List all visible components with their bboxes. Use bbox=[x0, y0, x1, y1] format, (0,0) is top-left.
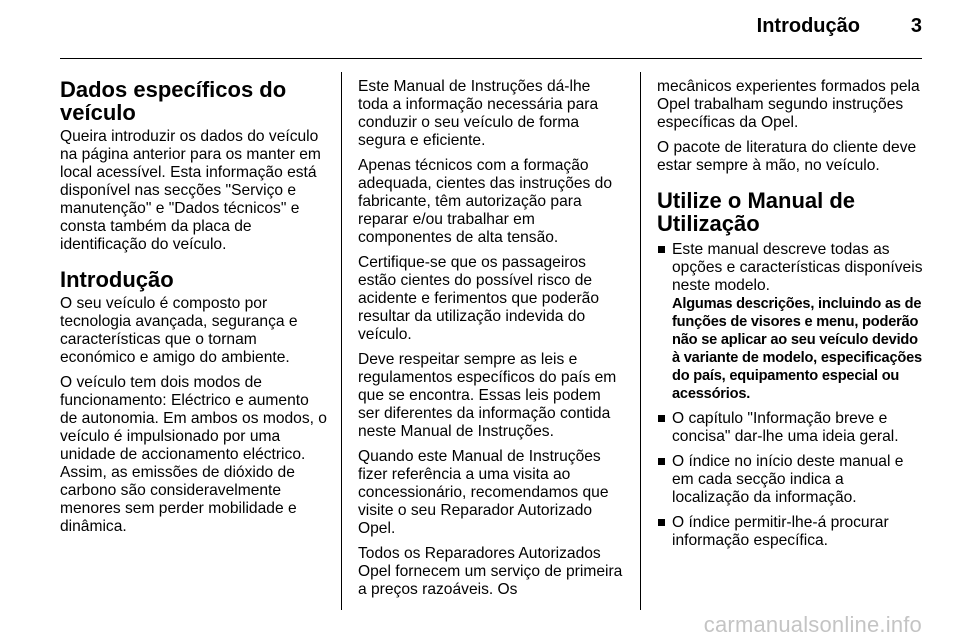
column-divider-2 bbox=[640, 72, 641, 610]
paragraph: Deve respeitar sempre as leis e regulamentos específicos do país em que se encontra. Essas leis podem ser diferentes da informação contida neste Manual de Instruções. bbox=[358, 351, 617, 440]
square-bullet-icon bbox=[658, 246, 665, 253]
section-heading-vehicle-data: Dados específicos do veículo bbox=[60, 77, 287, 125]
paragraph: Quando este Manual de Instruções fizer referência a uma visita ao concessionário, recomendamos que visite o seu Reparador Autorizado Opel. bbox=[358, 448, 609, 537]
page-header bbox=[60, 0, 922, 60]
square-bullet-icon bbox=[658, 458, 665, 465]
list-item-bold-note: Algumas descrições, incluindo as de funções de visores e menu, poderão não se aplicar ao seu veículo devido à variante de modelo, especificações do país, equipamento especial ou acessórios. bbox=[672, 296, 922, 402]
section-heading-introduction: Introdução bbox=[60, 267, 174, 292]
column-divider-1 bbox=[341, 72, 342, 610]
column-1 bbox=[60, 78, 328, 543]
paragraph: O seu veículo é composto por tecnologia avançada, segurança e características que o tornam económico e amigo do ambiente. bbox=[60, 295, 298, 366]
header-title: Introdução bbox=[756, 15, 860, 37]
paragraph: mecânicos experientes formados pela Opel trabalham segundo instruções específicas da Opel. bbox=[657, 78, 920, 131]
paragraph: Este Manual de Instruções dá-lhe toda a informação necessária para conduzir o seu veículo de forma segura e eficiente. bbox=[358, 78, 599, 149]
paragraph: Queira introduzir os dados do veículo na página anterior para os manter em local acessível. Esta informação está disponível nas secções "Serviço e manutenção" e "Dados técnicos" e consta também da placa de identificação do veículo. bbox=[60, 128, 321, 253]
column-2 bbox=[358, 78, 624, 606]
list-item bbox=[657, 410, 925, 446]
paragraph: Certifique-se que os passageiros estão cientes do possível risco de acidente e ferimentos que poderão resultar da utilização indevida do veículo. bbox=[358, 254, 600, 343]
paragraph: Apenas técnicos com a formação adequada, cientes das instruções do fabricante, têm autorização para reparar e/ou trabalhar em componentes de alta tensão. bbox=[358, 157, 613, 246]
column-3 bbox=[657, 78, 925, 557]
list-item-text: O índice permitir-lhe-á procurar informação específica. bbox=[672, 514, 889, 549]
list-item-text: O capítulo "Informação breve e concisa" dar-lhe uma ideia geral. bbox=[672, 410, 899, 445]
header-rule bbox=[60, 58, 922, 59]
list-item-text: Este manual descreve todas as opções e características disponíveis neste modelo. bbox=[672, 241, 923, 294]
paragraph: O pacote de literatura do cliente deve estar sempre à mão, no veículo. bbox=[657, 139, 917, 174]
bullet-list bbox=[657, 241, 925, 550]
paragraph: O veículo tem dois modos de funcionamento: Eléctrico e aumento de autonomia. Em ambos os modos, o veículo é impulsionado por uma unidade de accionamento eléctrico. Assim, as emissões de dióxido de carbono são consideravelmente menores sem perder mobilidade e dinâmica. bbox=[60, 374, 327, 535]
square-bullet-icon bbox=[658, 415, 665, 422]
list-item bbox=[657, 241, 925, 403]
square-bullet-icon bbox=[658, 519, 665, 526]
paragraph: Todos os Reparadores Autorizados Opel fornecem um serviço de primeira a preços razoáveis. Os bbox=[358, 545, 623, 598]
page-number: 3 bbox=[910, 15, 922, 37]
section-heading-use-manual: Utilize o Manual de Utilização bbox=[657, 188, 856, 236]
list-item-text: O índice no início deste manual e em cada secção indica a localização da informação. bbox=[672, 453, 904, 506]
list-item bbox=[657, 514, 925, 550]
watermark: carmanualsonline.info bbox=[703, 612, 922, 637]
list-item bbox=[657, 453, 925, 507]
